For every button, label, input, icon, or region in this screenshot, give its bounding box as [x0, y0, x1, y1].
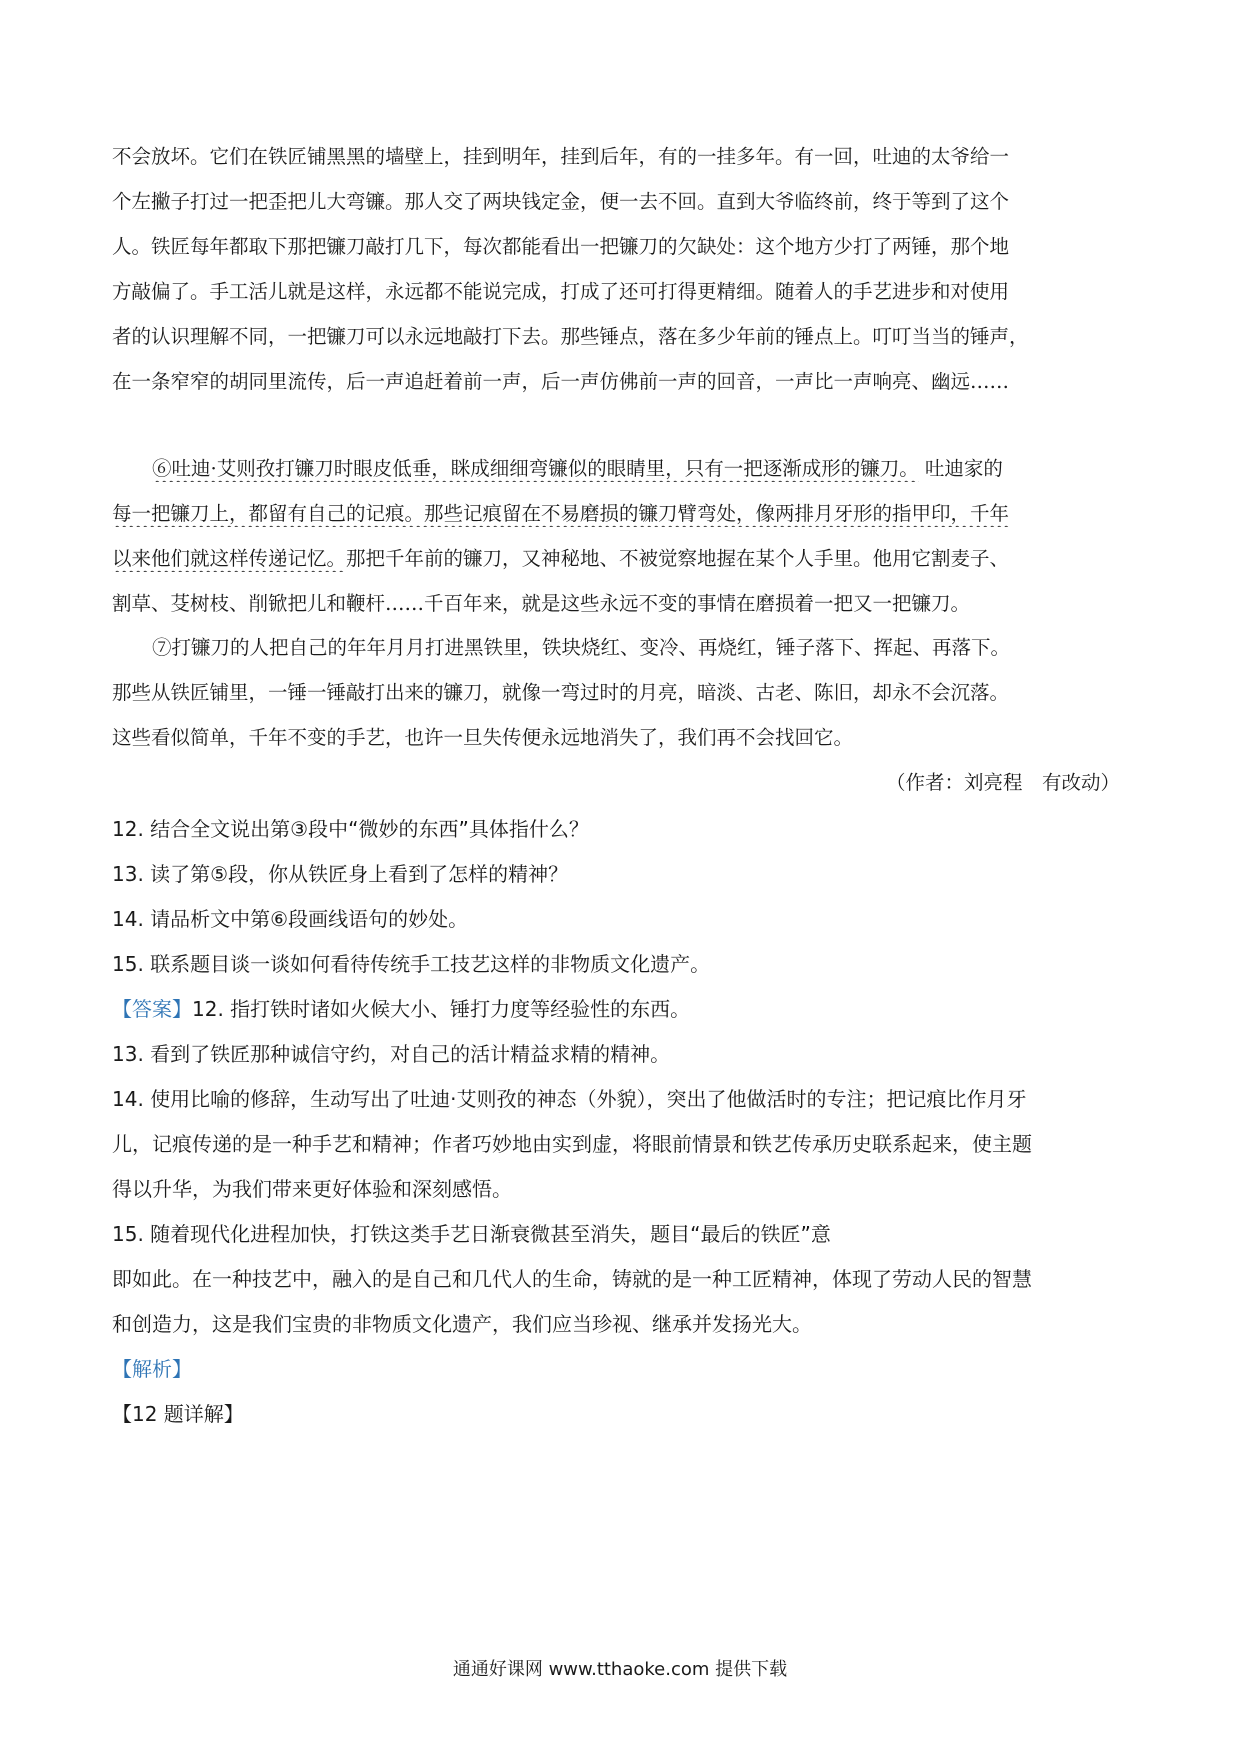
- answer-14-line-3: 得以升华，为我们带来更好体验和深刻感悟。: [112, 1177, 512, 1201]
- article-para6-line-3: [112, 546, 1132, 572]
- article-para4-line-5: 者的认识理解不同，一把镰刀可以永远地敲打下去。那些锤点，落在多少年前的锤点上。叮叮当当的锤声，: [112, 325, 1029, 348]
- q12-detail-heading: 【12 题详解】: [112, 1402, 244, 1426]
- analysis-label: 【解析】: [112, 1357, 192, 1381]
- para6-line3-tail: 那把千年前的镰刀，又神秘地、不被觉察地握在某个人手里。他用它割麦子、: [346, 547, 1010, 570]
- underlined-sentence-3: 以来他们就这样传递记忆。: [112, 547, 347, 570]
- answer-15-line-1: 15. 随着现代化进程加快，打铁这类手艺日渐衰微甚至消失，题目“最后的铁匠”意: [112, 1222, 831, 1246]
- page-footer: 通通好课网 www.tthaoke.com 提供下载: [452, 1659, 788, 1680]
- answer-12-text: 12. 指打铁时诸如火候大小、锤打力度等经验性的东西。: [192, 997, 691, 1021]
- article-attribution: （作者：刘亮程 有改动）: [885, 771, 1120, 794]
- article-para4-line-3: 人。铁匠每年都取下那把镰刀敲打几下，每次都能看出一把镰刀的欠缺处：这个地方少打了两锤，那个地: [112, 235, 1010, 258]
- underlined-sentence-2: 每一把镰刀上，都留有自己的记痕。那些记痕留在不易磨损的镰刀臂弯处，像两排月牙形的指甲印，千年: [112, 502, 1010, 525]
- article-para7-line-1: ⑦打镰刀的人把自己的年年月月打进黑铁里，铁块烧红、变冷、再烧红，锤子落下、挥起、再落下。: [152, 636, 1011, 659]
- article-para6-line-1: [152, 456, 1132, 482]
- article-para4-line-1: 不会放坏。它们在铁匠铺黑黑的墙壁上，挂到明年，挂到后年，有的一挂多年。有一回，吐迪的太爷给一: [112, 145, 1010, 168]
- answer-14-line-1: 14. 使用比喻的修辞，生动写出了吐迪·艾则孜的神态（外貌），突出了他做活时的专注；把记痕比作月牙: [112, 1087, 1027, 1111]
- question-15: 15. 联系题目谈一谈如何看待传统手工技艺这样的非物质文化遗产。: [112, 952, 711, 976]
- article-para4-line-4: 方敲偏了。手工活儿就是这样，永远都不能说完成，打成了还可打得更精细。随着人的手艺进步和对使用: [112, 280, 1010, 303]
- answer-label: 【答案】: [112, 997, 192, 1021]
- underlined-sentence-1: ⑥吐迪·艾则孜打镰刀时眼皮低垂，眯成细细弯镰似的眼睛里，只有一把逐渐成形的镰刀。: [152, 457, 919, 480]
- article-para7-line-3: 这些看似简单，千年不变的手艺，也许一旦失传便永远地消失了，我们再不会找回它。: [112, 726, 854, 749]
- answer-15-line-2: 即如此。在一种技艺中，融入的是自己和几代人的生命，铸就的是一种工匠精神，体现了劳动人民的智慧: [112, 1267, 1032, 1291]
- question-12: 12. 结合全文说出第③段中“微妙的东西”具体指什么？: [112, 817, 589, 841]
- answer-15-line-3: 和创造力，这是我们宝贵的非物质文化遗产，我们应当珍视、继承并发扬光大。: [112, 1312, 812, 1336]
- answer-13: 13. 看到了铁匠那种诚信守约，对自己的活计精益求精的精神。: [112, 1042, 671, 1066]
- answer-line-12: [112, 996, 1132, 1022]
- article-para4-line-6: 在一条窄窄的胡同里流传，后一声追赶着前一声，后一声仿佛前一声的回音，一声比一声响亮、幽远……: [112, 370, 1010, 393]
- article-para6-line-4: 割草、芟树枝、削锨把儿和鞭杆……千百年来，就是这些永远不变的事情在磨损着一把又一把镰刀。: [112, 592, 971, 615]
- para6-line1-tail: 吐迪家的: [918, 457, 1003, 480]
- article-para7-line-2: 那些从铁匠铺里，一锤一锤敲打出来的镰刀，就像一弯过时的月亮，暗淡、古老、陈旧，却永不会沉落。: [112, 681, 1010, 704]
- article-para6-line-2: [112, 501, 1132, 527]
- question-13: 13. 读了第⑤段，你从铁匠身上看到了怎样的精神？: [112, 862, 569, 886]
- article-para4-line-2: 个左撇子打过一把歪把儿大弯镰。那人交了两块钱定金，便一去不回。直到大爷临终前，终于等到了这个: [112, 190, 1010, 213]
- answer-14-line-2: 儿，记痕传递的是一种手艺和精神；作者巧妙地由实到虚，将眼前情景和铁艺传承历史联系起来，使主题: [112, 1132, 1032, 1156]
- question-14: 14. 请品析文中第⑥段画线语句的妙处。: [112, 907, 469, 931]
